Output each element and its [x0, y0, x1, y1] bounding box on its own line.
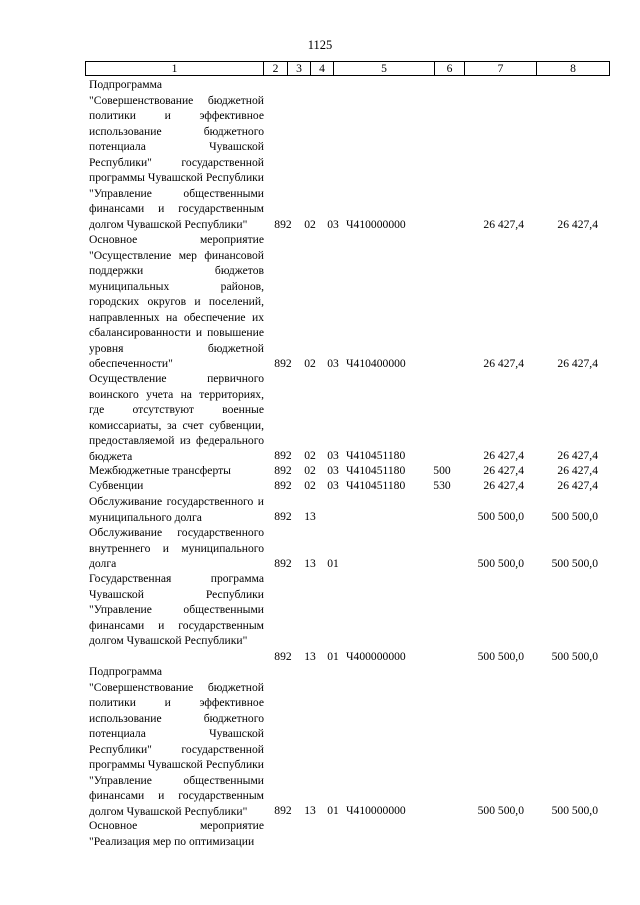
- row-expense-type: 500: [433, 464, 451, 477]
- row-amount-1: 26 427,4: [483, 218, 524, 231]
- row-subsection-code: 03: [327, 479, 339, 492]
- row-description: Субвенции: [89, 479, 144, 492]
- row-amount-1: 500 500,0: [477, 804, 524, 817]
- row-admin-code: 892: [274, 464, 292, 477]
- row-section-code: 13: [304, 510, 316, 523]
- row-subsection-code: 01: [327, 557, 339, 570]
- header-col-5: 5: [334, 62, 435, 76]
- row-subsection-code: 01: [327, 804, 339, 817]
- row-description: Основное мероприятие "Осуществление мер финансовой поддержки бюджетов муниципальных районов, городских округов и поселений, направленных на обеспечение их сбалансированности и повышение уровня бюджетной обеспеченности": [89, 233, 264, 370]
- row-admin-code: 892: [274, 449, 292, 462]
- row-amount-2: 26 427,4: [557, 479, 598, 492]
- row-admin-code: 892: [274, 218, 292, 231]
- header-col-6: 6: [435, 62, 465, 76]
- row-amount-1: 26 427,4: [483, 449, 524, 462]
- column-header-table: [85, 61, 610, 76]
- row-target-code: Ч410451180: [346, 449, 406, 462]
- row-admin-code: 892: [274, 557, 292, 570]
- row-subsection-code: 03: [327, 218, 339, 231]
- row-section-code: 13: [304, 557, 316, 570]
- row-admin-code: 892: [274, 804, 292, 817]
- row-amount-2: 500 500,0: [551, 557, 598, 570]
- row-admin-code: 892: [274, 357, 292, 370]
- row-subsection-code: 03: [327, 449, 339, 462]
- row-subsection-code: 03: [327, 357, 339, 370]
- row-subsection-code: 01: [327, 650, 339, 663]
- row-description: Обслуживание государственного внутреннего и муниципального долга: [89, 526, 264, 570]
- header-col-7: 7: [465, 62, 537, 76]
- row-description: Осуществление первичного воинского учета на территориях, где отсутствуют военные комиссариаты, за счет субвенции, предоставляемой из федерального бюджета: [89, 372, 264, 463]
- row-amount-1: 26 427,4: [483, 464, 524, 477]
- row-admin-code: 892: [274, 510, 292, 523]
- row-section-code: 02: [304, 464, 316, 477]
- row-description: Подпрограмма "Совершенствование бюджетной политики и эффективное использование бюджетного потенциала Чувашской Республики" государственной программы Чувашской Республики "Управление общественными финансами и государственным долгом Чувашской Республики": [89, 78, 264, 231]
- row-admin-code: 892: [274, 479, 292, 492]
- page-number: 1125: [307, 38, 333, 52]
- row-section-code: 02: [304, 479, 316, 492]
- header-col-3: 3: [288, 62, 311, 76]
- row-description: Обслуживание государственного и муниципального долга: [89, 495, 264, 524]
- row-amount-2: 500 500,0: [551, 804, 598, 817]
- row-description: Межбюджетные трансферты: [89, 464, 231, 477]
- row-target-code: Ч410000000: [346, 804, 406, 817]
- row-section-code: 02: [304, 357, 316, 370]
- row-description: Основное мероприятие "Реализация мер по оптимизации: [89, 819, 264, 848]
- row-admin-code: 892: [274, 650, 292, 663]
- row-section-code: 02: [304, 218, 316, 231]
- row-amount-2: 500 500,0: [551, 510, 598, 523]
- header-col-8: 8: [537, 62, 610, 76]
- header-col-2: 2: [264, 62, 288, 76]
- row-amount-2: 26 427,4: [557, 449, 598, 462]
- row-amount-2: 26 427,4: [557, 357, 598, 370]
- row-amount-2: 26 427,4: [557, 464, 598, 477]
- row-expense-type: 530: [433, 479, 451, 492]
- row-section-code: 13: [304, 650, 316, 663]
- row-amount-2: 26 427,4: [557, 218, 598, 231]
- header-col-4: 4: [311, 62, 334, 76]
- row-target-code: Ч410451180: [346, 464, 406, 477]
- row-amount-1: 500 500,0: [477, 510, 524, 523]
- row-amount-1: 26 427,4: [483, 357, 524, 370]
- row-target-code: Ч410000000: [346, 218, 406, 231]
- row-amount-2: 500 500,0: [551, 650, 598, 663]
- row-subsection-code: 03: [327, 464, 339, 477]
- row-description: Государственная программа Чувашской Республики "Управление общественными финансами и государственным долгом Чувашской Республики": [89, 572, 264, 647]
- row-target-code: Ч410451180: [346, 479, 406, 492]
- row-section-code: 02: [304, 449, 316, 462]
- row-target-code: Ч410400000: [346, 357, 406, 370]
- row-amount-1: 500 500,0: [477, 557, 524, 570]
- row-target-code: Ч400000000: [346, 650, 406, 663]
- row-section-code: 13: [304, 804, 316, 817]
- header-col-1: 1: [86, 62, 264, 76]
- row-description: Подпрограмма "Совершенствование бюджетной политики и эффективное использование бюджетного потенциала Чувашской Республики" государственной программы Чувашской Республики "Управление общественными финансами и государственным долгом Чувашской Республики": [89, 665, 264, 818]
- row-amount-1: 26 427,4: [483, 479, 524, 492]
- row-amount-1: 500 500,0: [477, 650, 524, 663]
